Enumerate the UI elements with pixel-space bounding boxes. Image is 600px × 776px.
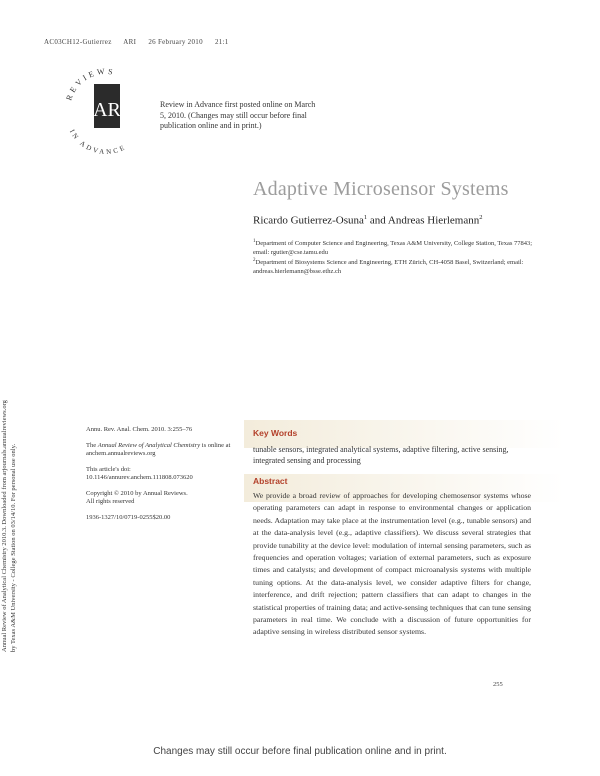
author-1-sup: 1 xyxy=(363,214,368,221)
author-1: Ricardo Gutierrez-Osuna xyxy=(253,214,364,227)
affiliation-2-sup: 2 xyxy=(253,258,256,263)
side-note-line2: by Texas A&M University - College Station on 03/14/10. For personal use only. xyxy=(9,443,17,652)
copyright-block xyxy=(86,490,236,507)
running-header xyxy=(44,38,239,46)
svg-text:IN ADVANCE xyxy=(68,128,128,154)
doi-label: This article's doi: xyxy=(86,465,131,473)
doi-link[interactable]: 10.1146/annurev.anchem.111808.073620 xyxy=(86,474,193,481)
logo-letters: AR xyxy=(93,99,121,121)
rights: All rights reserved xyxy=(86,498,135,505)
side-note xyxy=(1,232,27,652)
affiliation-2 xyxy=(253,257,543,276)
copyright: Copyright © 2010 by Annual Reviews. xyxy=(86,489,188,497)
article-title: Adaptive Microsensor Systems xyxy=(253,178,509,200)
logo-text-top: REVIEWS xyxy=(64,66,117,102)
affiliation-1 xyxy=(253,238,543,257)
logo-text-bottom: IN ADVANCE xyxy=(67,128,128,154)
author-2-sup: 2 xyxy=(479,214,483,221)
author-joiner: and xyxy=(367,214,388,227)
keywords-text: tunable sensors, integrated analytical systems, adaptive filtering, active sensing, integrated sensing and processing xyxy=(253,445,509,465)
keywords-heading: Key Words xyxy=(253,428,298,438)
affiliation-1-text: Department of Computer Science and Engineering, Texas A&M University, College Station, Texas 77843; email: rgutier@cse.tamu.edu xyxy=(253,240,533,256)
header-date: 26 February 2010 xyxy=(148,38,203,46)
abstract-text: We provide a broad review of approaches for developing chemosensor systems whose operating parameters can adapt in response to environmental changes or application needs. Adaptation may take place at the instrumentation level (e.g., tunable sensors) and at the data-analysis level (e.g., adaptive classifiers). We discuss several strategies that provide tunability at the device level: modulation of internal sensing parameters, such as frequencies and operation voltages; variation of external parameters, such as exposure times and catalysts; and development of compact microanalysis systems with multiple tuning options. At the data-analysis level, we consider adaptive filters for change, interference, and drift rejection; pattern classifiers that can adapt to changes in the statistical properties of training data; and active-sensing techniques that can tune sensing parameters in real time. We conclude with a discussion of future opportunities for adaptive sensing in wireless distributed sensor systems. xyxy=(253,491,531,637)
article-meta xyxy=(86,426,236,529)
author-2: Andreas Hierlemann xyxy=(387,214,480,227)
abstract-heading: Abstract xyxy=(253,476,288,486)
side-note-line1: Annual Review of Analytical Chemistry 2010.3. Downloaded from arjournals.annualreviews.org xyxy=(1,400,8,652)
citation: Annu. Rev. Anal. Chem. 2010. 3:255–76 xyxy=(86,426,193,433)
header-time: 21:1 xyxy=(214,38,229,46)
authors xyxy=(253,214,482,227)
online-journal: Annual Review of Analytical Chemistry xyxy=(97,441,201,449)
online-prefix: The xyxy=(86,441,98,449)
page-number: 255 xyxy=(493,681,503,688)
header-code: AC03CH12-Gutierrez xyxy=(44,38,112,46)
online-note xyxy=(86,442,236,459)
advance-note: Review in Advance first posted online on March 5, 2010. (Changes may still occur before final publication online and in print.) xyxy=(160,100,316,130)
footer-notice: Changes may still occur before final publication online and in print. xyxy=(153,746,447,757)
reviews-in-advance-logo xyxy=(60,54,152,154)
affiliation-2-text: Department of Biosystems Science and Engineering, ETH Zürich, CH-4058 Basel, Switzerland; email: andreas.hierlemann@bsse.ethz.ch xyxy=(253,259,524,275)
header-journal: ARI xyxy=(123,38,137,46)
online-suffix: is online at anchem.annualreviews.org xyxy=(86,441,231,457)
issn: 1936-1327/10/0719-0255$20.00 xyxy=(86,513,171,521)
affiliation-1-sup: 1 xyxy=(253,239,256,244)
doi-block xyxy=(86,466,236,483)
